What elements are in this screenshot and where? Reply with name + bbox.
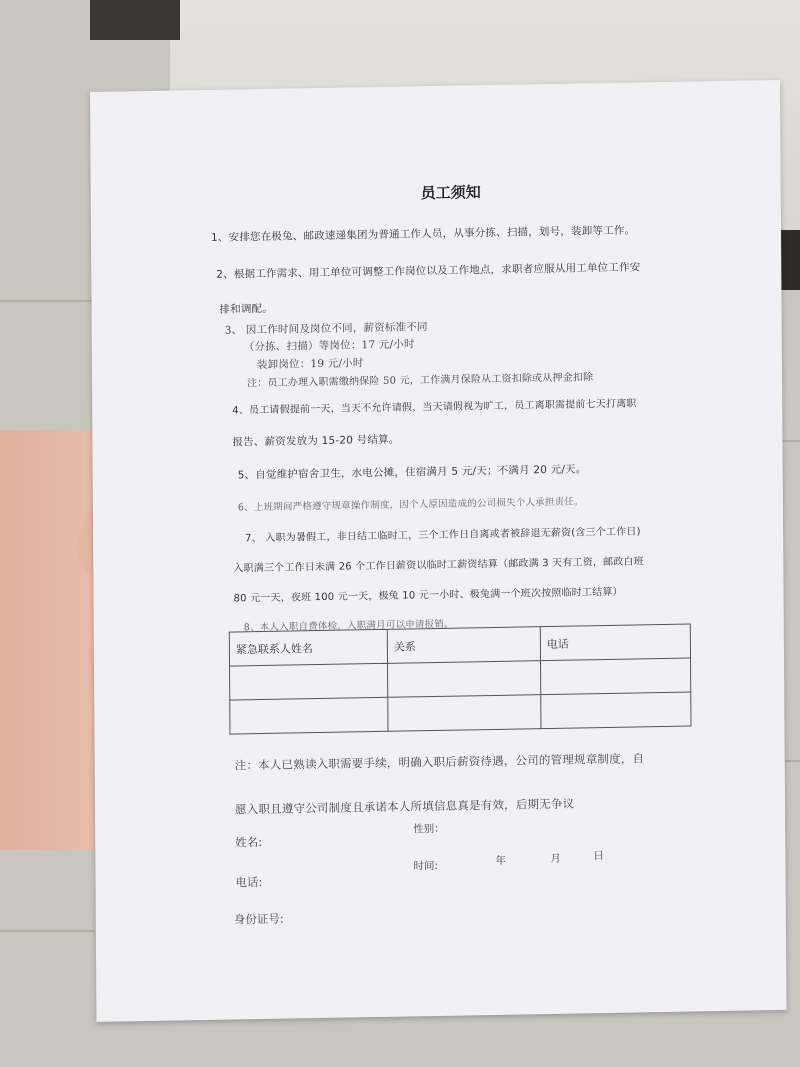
floor-tile-line	[0, 930, 95, 932]
table-cell[interactable]	[388, 661, 541, 698]
table-cell[interactable]	[541, 692, 691, 729]
item-line: 7、 入职为暑假工，非日结工临时工，三个工作日自离或者被辞退无薪资(含三个工作日)	[245, 526, 641, 545]
table-cell[interactable]	[388, 695, 541, 732]
item-line: 入职满三个工作日未满 26 个工作日薪资以临时工薪资结算（邮政满 3 天有工资，邮政白班	[233, 556, 644, 575]
day-label: 日	[593, 850, 604, 863]
header-phone: 电话	[540, 624, 690, 661]
time-field-label: 时间:	[413, 859, 439, 873]
item-line: 2、根据工作需求、用工单位可调整工作岗位以及工作地点，求职者应服从用工单位工作安	[216, 261, 641, 281]
item-line: 排和调配。	[219, 302, 274, 316]
item-line: 5、自觉维护宿舍卫生，水电公摊，住宿满月 5 元/天；不满月 20 元/天。	[237, 463, 587, 482]
gender-field-label: 性别：	[413, 822, 445, 836]
item-line: 80 元一天，夜班 100 元一天，极兔 10 元一小时、极兔满一个班次按照临时工结算）	[233, 586, 623, 605]
item-line: 3、 因工作时间及岗位不同，薪资标准不同	[224, 321, 428, 337]
item-line: 6、上班期间严格遵守规章操作制度，因个人原因造成的公司损失个人承担责任。	[237, 496, 584, 514]
floor-tile-line	[0, 300, 95, 302]
wall-edge	[90, 0, 180, 40]
item-line: 装卸岗位：19 元/小时	[256, 357, 364, 372]
document-title: 员工须知	[420, 183, 481, 203]
item-line: 8、本人入职自费体检，入职满月可以申请报销。	[243, 618, 454, 634]
note-line: 注：本人已熟读入职需要手续，明确入职后薪资待遇，公司的管理规章制度，自	[234, 751, 645, 773]
phone-field-label: 电话:	[235, 875, 263, 890]
table-row	[230, 692, 691, 734]
table-cell[interactable]	[230, 697, 388, 734]
paper-sheet	[90, 80, 786, 1022]
item-line: 1、安排您在极兔、邮政速递集团为普通工作人员，从事分拣、扫描，划号，装卸等工作。	[210, 224, 636, 244]
item-line: （分拣、扫描）等岗位：17 元/小时	[243, 338, 415, 354]
note-line: 愿入职且遵守公司制度且承诺本人所填信息真是有效，后期无争议	[234, 796, 575, 817]
table-cell[interactable]	[230, 663, 388, 700]
header-relation: 关系	[387, 627, 540, 664]
year-label: 年	[495, 854, 506, 867]
name-field-label: 姓名:	[235, 835, 263, 850]
header-contact-name: 紧急联系人姓名	[229, 629, 387, 666]
id-number-field-label: 身份证号:	[233, 911, 284, 927]
item-line: 4、员工请假提前一天，当天不允许请假，当天请假视为旷工，员工离职需提前七天打离职	[232, 398, 637, 417]
table-cell[interactable]	[541, 658, 691, 695]
item-line: 报告、薪资发放为 15-20 号结算。	[232, 433, 400, 449]
month-label: 月	[550, 852, 561, 865]
item-line: 注：员工办理入职需缴纳保险 50 元，工作满月保险从工资扣除或从押金扣除	[247, 372, 594, 390]
emergency-contact-table	[229, 624, 692, 735]
